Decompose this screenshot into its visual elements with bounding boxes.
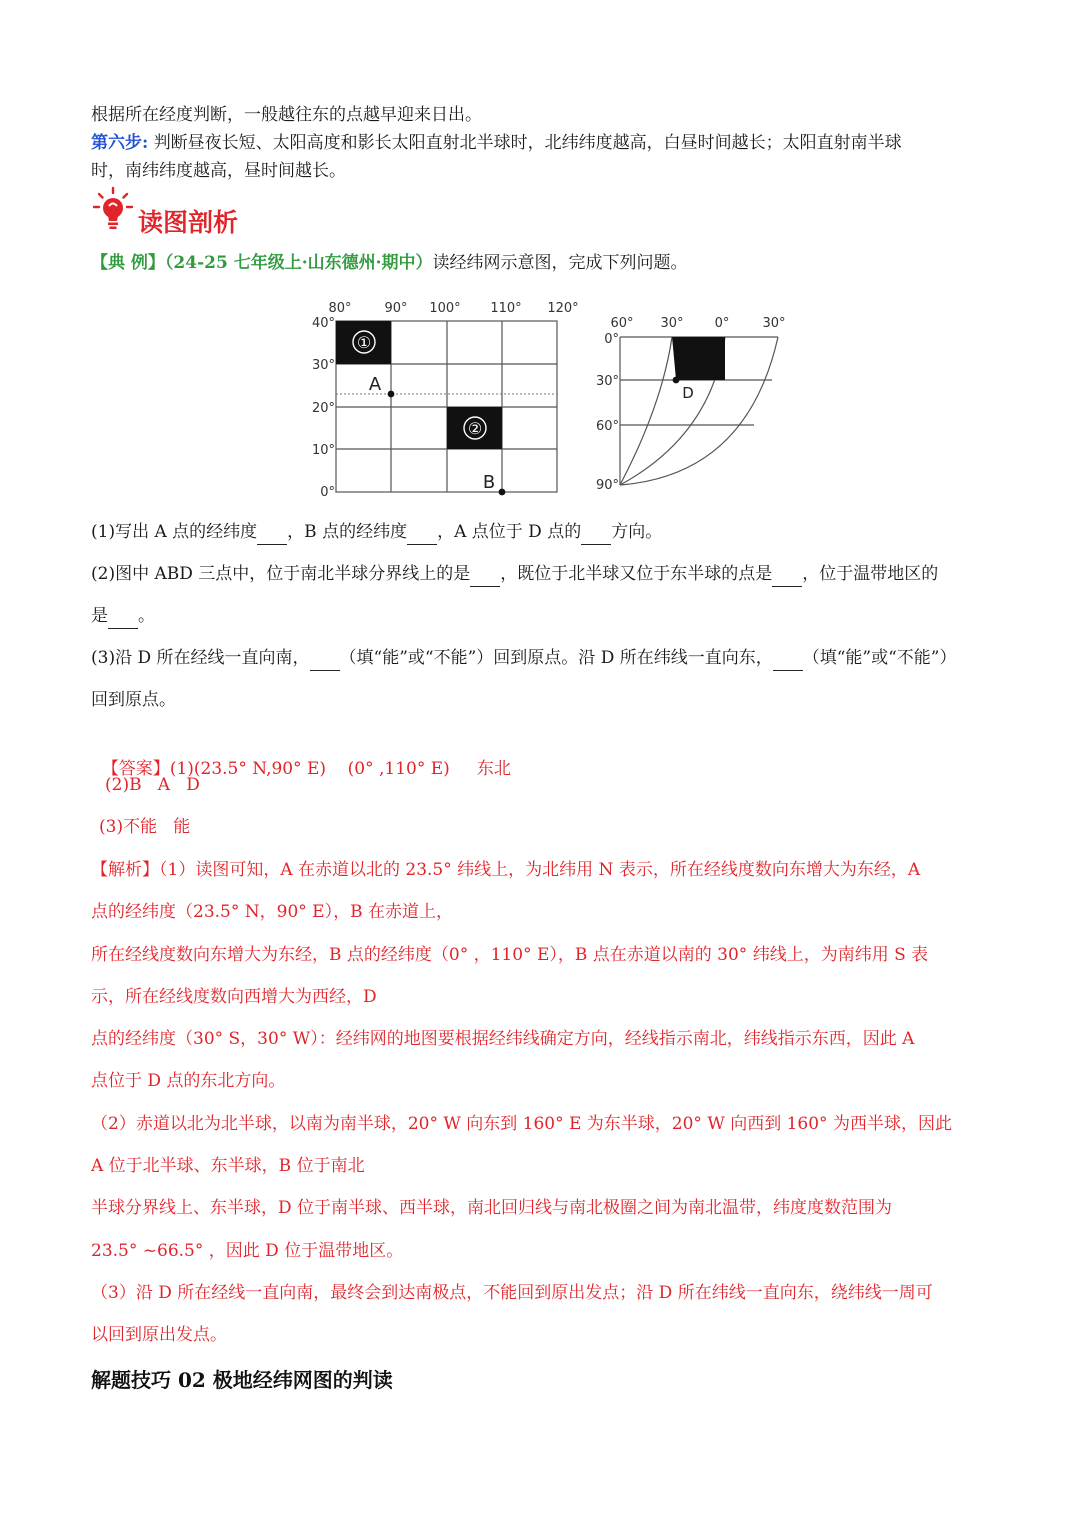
answer-line-2: (2)B A D (105, 775, 200, 795)
section-title: 解题技巧 02 极地经纬网图的判读 (91, 1368, 393, 1392)
lon-label-60w: 60° (610, 316, 634, 331)
analysis-line-4: 示，所在经线度数向西增大为西经，D (91, 987, 377, 1007)
analysis-line-7: （2）赤道以北为北半球，以南为南半球，20° W 向东到 160° E 为东半球，20° W 向西到 160° 为西半球，因此 (91, 1114, 952, 1134)
q2-part-a: (2)图中 ABD 三点中，位于南北半球分界线上的是 (91, 564, 471, 584)
point-d (673, 377, 680, 384)
question-3-cont: 回到原点。 (91, 690, 176, 710)
figure-right-graticule (592, 305, 802, 500)
analysis-tag: 【解析】 (91, 860, 159, 880)
intro-line-1: 根据所在经度判断，一般越往东的点越早迎来日出。 (91, 105, 482, 125)
example-prompt: 读经纬网示意图，完成下列问题。 (432, 253, 688, 273)
q1-blank-2 (407, 526, 437, 545)
q3-blank-2 (773, 652, 803, 671)
analysis-line-8: A 位于北半球、东半球，B 位于南北 (91, 1156, 365, 1176)
analysis-text-1: （1）读图可知，A 在赤道以北的 23.5° 纬线上，为北纬用 N 表示，所在经线度数向东增大为东经，A (159, 860, 921, 880)
analysis-line-9: 半球分界线上、东半球，D 位于南半球、西半球，南北回归线与南北极圈之间为南北温带，纬度度数范围为 (91, 1198, 893, 1218)
step6-text: 判断昼夜长短、太阳高度和影长太阳直射北半球时，北纬纬度越高，白昼时间越长；太阳直射南半球 (153, 133, 902, 153)
q3-blank-1 (310, 652, 340, 671)
figure-left-graticule (300, 292, 590, 502)
analysis-line-12: 以回到原出发点。 (91, 1325, 227, 1345)
lon-label-30e: 30° (762, 316, 786, 331)
lon-label-30w: 30° (660, 316, 684, 331)
point-d-label: D (682, 384, 694, 402)
q1-part-a: (1)写出 A 点的经纬度 (91, 522, 258, 542)
lon-label-120: 120° (547, 301, 579, 316)
q2-part-e: 。 (138, 606, 155, 626)
q1-part-c: ，A 点位于 D 点的 (437, 522, 582, 542)
q2-blank-3 (108, 610, 138, 629)
answer-tag: 【答案】 (101, 759, 170, 779)
question-1 (91, 519, 1020, 545)
lat-label-90: 90° (595, 478, 619, 493)
lat-label-0: 0° (604, 332, 619, 347)
box-1-label: ① (356, 333, 372, 352)
lat-label-20: 20° (311, 401, 335, 416)
lat-label-10: 10° (311, 443, 335, 458)
example-tag: 【典 例】 (91, 253, 165, 273)
step6-paragraph (91, 130, 1020, 156)
answer-line-3: (3)不能 能 (99, 817, 191, 837)
section-heading: 读图剖析 (138, 208, 239, 237)
analysis-line-1 (91, 857, 1020, 883)
analysis-line-6: 点位于 D 点的东北方向。 (91, 1071, 286, 1091)
analysis-line-11: （3）沿 D 所在经线一直向南，最终会到达南极点，不能回到原出发点；沿 D 所在纬线一直向东，绕纬线一周可 (91, 1283, 933, 1303)
q2-blank-1 (470, 568, 500, 587)
analysis-line-3: 所在经线度数向东增大为东经，B 点的经纬度（0° ，110° E），B 点在赤道以南的 30° 纬线上，为南纬用 S 表 (91, 945, 929, 965)
question-2-cont (91, 603, 1020, 629)
lat-label-30: 30° (311, 358, 335, 373)
question-2 (91, 561, 1020, 587)
shaded-region (672, 337, 725, 380)
analysis-line-10: 23.5° ~66.5° ，因此 D 位于温带地区。 (91, 1241, 404, 1261)
answer-text-1: (1)(23.5° N,90° E) (0° ,110° E) 东北 (169, 759, 511, 779)
point-a-label: A (368, 374, 382, 395)
lon-label-80: 80° (328, 301, 352, 316)
lon-label-0: 0° (714, 316, 730, 331)
point-b-label: B (482, 472, 496, 493)
step6-continuation: 时，南纬纬度越高，昼时间越长。 (91, 161, 346, 181)
lat-label-60: 60° (595, 419, 619, 434)
lon-label-110: 110° (490, 301, 522, 316)
lon-label-100: 100° (429, 301, 461, 316)
q1-blank-3 (581, 526, 611, 545)
q3-part-a: (3)沿 D 所在经线一直向南， (91, 648, 310, 668)
q3-part-c: （填“能”或“不能”） (802, 648, 957, 668)
example-source: （24-25 七年级上·山东德州·期中） (164, 253, 433, 273)
point-a (388, 391, 395, 398)
lat-label-40: 40° (311, 316, 335, 331)
step6-label: 第六步: (91, 133, 149, 153)
point-b (499, 489, 506, 496)
q1-part-d: 方向。 (611, 522, 663, 542)
q2-blank-2 (772, 568, 802, 587)
lightbulb-icon (92, 186, 134, 232)
q1-blank-1 (257, 526, 287, 545)
analysis-line-2: 点的经纬度（23.5° N，90° E），B 在赤道上， (91, 902, 453, 922)
example-line (91, 250, 1020, 276)
q2-part-b: ，既位于北半球又位于东半球的点是 (500, 564, 773, 584)
analysis-line-5: 点的经纬度（30° S，30° W）：经纬网的地图要根据经纬线确定方向，经线指示南北，纬线指示东西，因此 A (91, 1029, 915, 1049)
box-2-label: ② (467, 419, 483, 438)
q2-part-c: ，位于温带地区的 (802, 564, 939, 584)
q1-part-b: ，B 点的经纬度 (287, 522, 408, 542)
q3-part-b: （填“能”或“不能”）回到原点。沿 D 所在纬线一直向东， (339, 648, 773, 668)
lat-label-30: 30° (595, 374, 619, 389)
lat-label-0: 0° (320, 485, 335, 500)
lon-label-90: 90° (384, 301, 408, 316)
question-3 (91, 645, 1020, 671)
q2-part-d: 是 (91, 606, 108, 626)
